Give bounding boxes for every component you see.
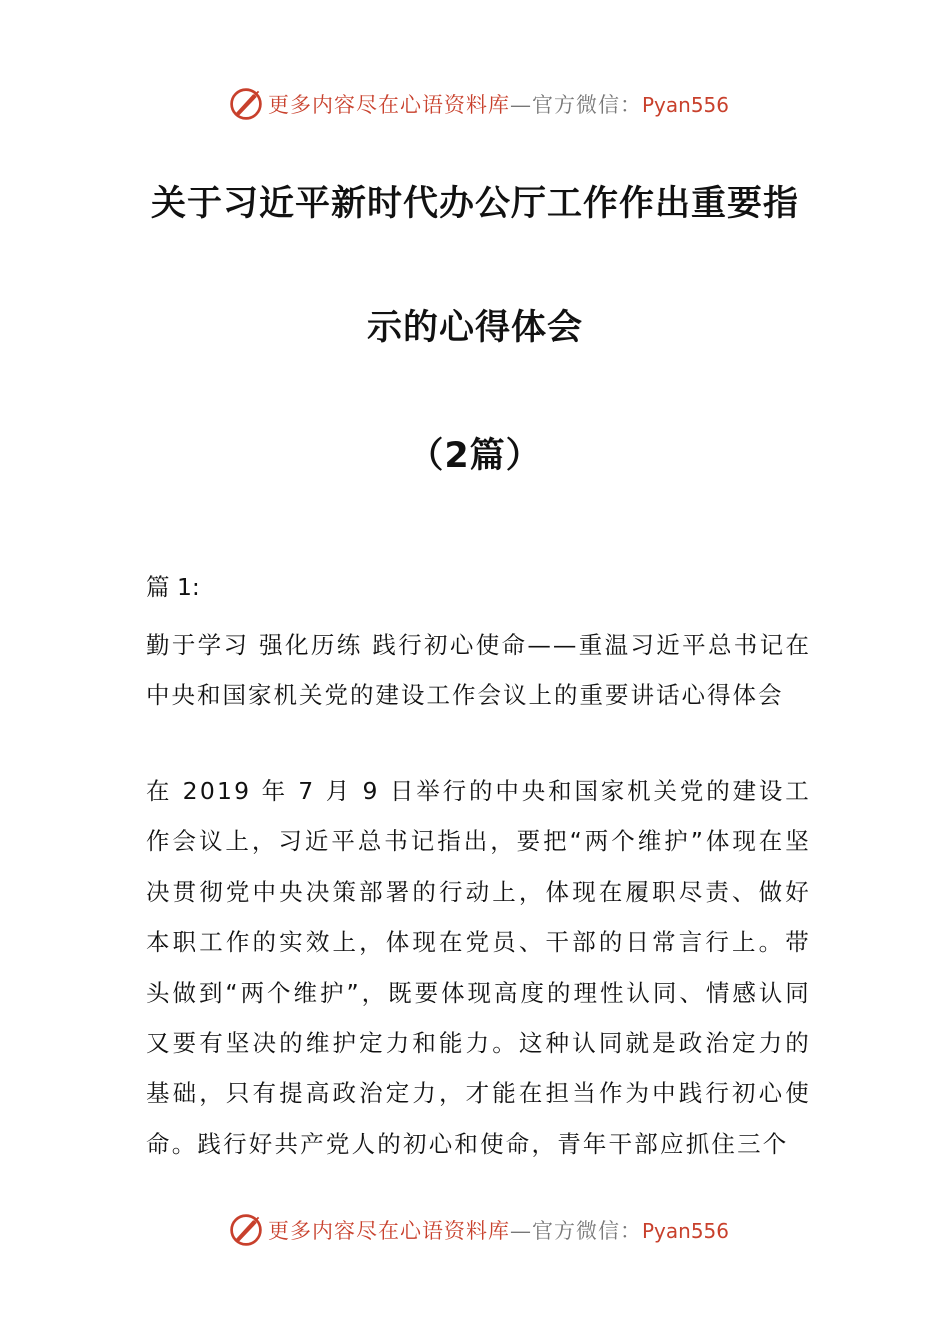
document-title-count: （2篇）: [408, 436, 542, 476]
document-title-line-1: 关于习近平新时代办公厅工作作出重要指: [150, 184, 799, 224]
quill-logo-icon: [228, 86, 264, 122]
watermark-wechat-id: Pyan556: [642, 93, 730, 117]
watermark-wechat-id: Pyan556: [642, 1219, 730, 1243]
watermark-site-name: 更多内容尽在心语资料库: [268, 1219, 510, 1243]
body-paragraph: 在 2019 年 7 月 9 日举行的中央和国家机关党的建设工作会议上，习近平总书记指出，要把“两个维护”体现在坚决贯彻党中央决策部署的行动上，体现在履职尽责、做好本职工作的实效上，体现在党员、干部的日常言行上。带头做到“两个维护”，既要体现高度的理性认同、情感认同又要有坚决的维护定力和能力。这种认同就是政治定力的基础，只有提高政治定力，才能在担当作为中践行初心使命。践行好共产党人的初心和使命，青年干部应抓住三个: [146, 777, 811, 1158]
document-title-line-2: 示的心得体会: [366, 308, 583, 348]
watermark-label: —官方微信：: [510, 1219, 642, 1243]
watermark-site-name: 更多内容尽在心语资料库: [268, 93, 510, 117]
section-label: 篇 1:: [146, 573, 200, 601]
watermark-label: —官方微信：: [510, 93, 642, 117]
quill-logo-icon: [228, 1212, 264, 1248]
article-headline: 勤于学习 强化历练 践行初心使命——重温习近平总书记在中央和国家机关党的建设工作会议上的重要讲话心得体会: [146, 631, 811, 709]
footer-watermark: [0, 1210, 950, 1250]
header-watermark: [0, 84, 950, 124]
